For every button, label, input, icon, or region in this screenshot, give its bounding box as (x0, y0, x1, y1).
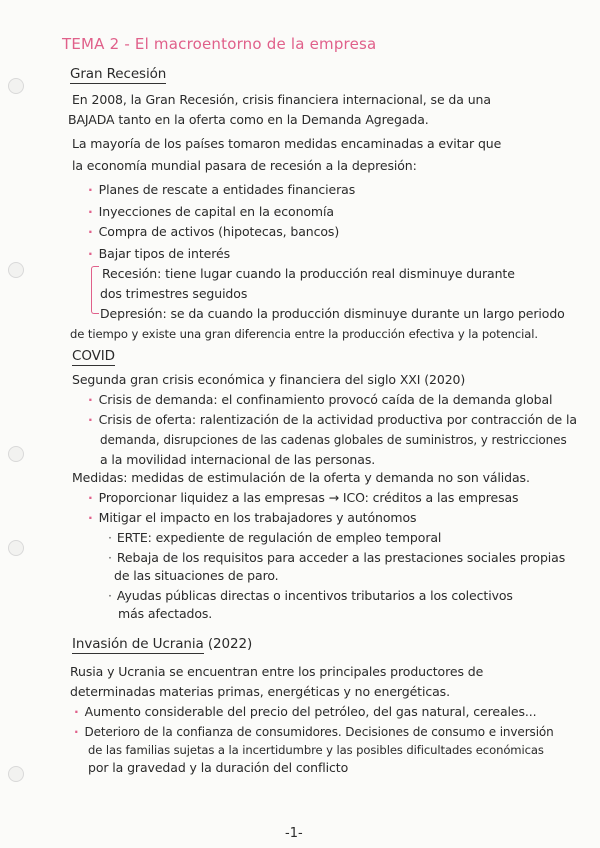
paragraph-line: Rusia y Ucrania se encuentran entre los principales productores de (70, 664, 484, 679)
list-item: · Rebaja de los requisitos para acceder a las prestaciones sociales propias (108, 550, 566, 565)
paragraph-line: Segunda gran crisis económica y financiera del siglo XXI (2020) (72, 372, 466, 387)
page-title: TEMA 2 - El macroentorno de la empresa (62, 35, 377, 53)
binder-hole (8, 766, 24, 782)
paragraph-line: La mayoría de los países tomaron medidas encaminadas a evitar que (72, 136, 502, 151)
paragraph-line: Medidas: medidas de estimulación de la oferta y demanda no son válidas. (72, 470, 530, 485)
list-item: · Mitigar el impacto en los trabajadores y autónomos (88, 510, 417, 525)
paragraph-line: a la movilidad internacional de las personas. (100, 452, 376, 467)
paragraph-line: En 2008, la Gran Recesión, crisis financiera internacional, se da una (72, 92, 491, 107)
binder-hole (8, 262, 24, 278)
definition-bracket (91, 266, 99, 314)
list-item: · Ayudas públicas directas o incentivos tributarios a los colectivos (108, 588, 513, 603)
paragraph-line: BAJADA tanto en la oferta como en la Demanda Agregada. (68, 112, 429, 127)
paragraph-line: demanda, disrupciones de las cadenas globales de suministros, y restricciones (100, 433, 567, 447)
definition-line: Recesión: tiene lugar cuando la producción real disminuye durante (102, 266, 515, 281)
list-item: · Inyecciones de capital en la economía (88, 204, 334, 219)
paragraph-line: por la gravedad y la duración del conflicto (88, 760, 349, 775)
heading-gran-recesion: Gran Recesión (70, 66, 167, 82)
definition-line: dos trimestres seguidos (100, 286, 248, 301)
page-number: -1- (285, 826, 303, 841)
heading-covid: COVID (72, 348, 115, 364)
paragraph-line: de las situaciones de paro. (114, 568, 279, 583)
list-item: · Bajar tipos de interés (88, 246, 231, 261)
list-item: · Crisis de oferta: ralentización de la actividad productiva por contracción de la (88, 412, 577, 427)
list-item: · Planes de rescate a entidades financieras (88, 182, 356, 197)
definition-line: de tiempo y existe una gran diferencia entre la producción efectiva y la potencial. (70, 327, 539, 341)
list-item: · ERTE: expediente de regulación de empleo temporal (108, 530, 442, 545)
paragraph-line: más afectados. (118, 606, 213, 621)
list-item: · Crisis de demanda: el confinamiento provocó caída de la demanda global (88, 392, 553, 407)
binder-hole (8, 78, 24, 94)
list-item: · Deterioro de la confianza de consumidores. Decisiones de consumo e inversión (74, 725, 554, 739)
list-item: · Aumento considerable del precio del petróleo, del gas natural, cereales... (74, 704, 537, 719)
binder-hole (8, 540, 24, 556)
heading-ucrania: Invasión de Ucrania (2022) (72, 636, 253, 652)
definition-line: Depresión: se da cuando la producción disminuye durante un largo periodo (100, 306, 565, 321)
list-item: · Compra de activos (hipotecas, bancos) (88, 224, 340, 239)
paragraph-line: determinadas materias primas, energéticas y no energéticas. (70, 684, 450, 699)
paragraph-line: la economía mundial pasara de recesión a la depresión: (72, 158, 417, 173)
list-item: · Proporcionar liquidez a las empresas → ICO: créditos a las empresas (88, 490, 519, 505)
paragraph-line: de las familias sujetas a la incertidumbre y las posibles dificultades económicas (88, 743, 544, 757)
binder-hole (8, 446, 24, 462)
